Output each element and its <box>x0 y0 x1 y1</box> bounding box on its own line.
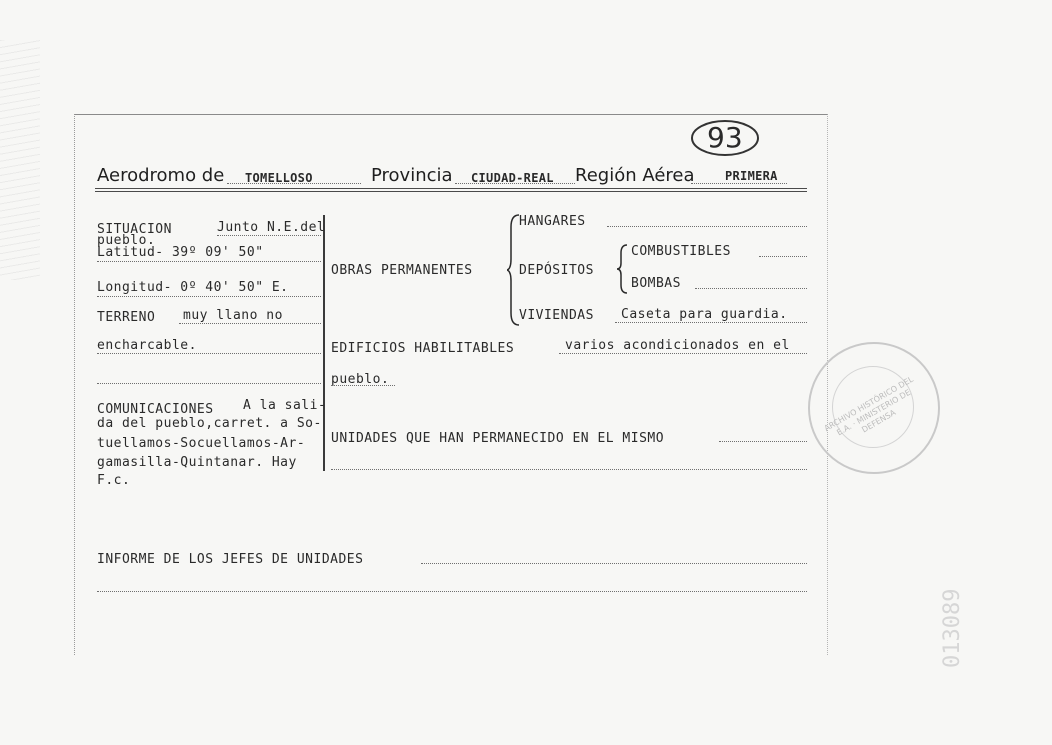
scan-margin-noise <box>0 40 40 280</box>
header-double-rule-top <box>95 188 807 189</box>
unidades-dotted-line-2 <box>331 469 807 470</box>
depositos-brace-icon <box>617 243 629 295</box>
edificios-value-line2: pueblo. <box>331 372 390 387</box>
hangares-dotted-line <box>607 226 807 227</box>
card-number-circle <box>689 117 761 157</box>
region-value: PRIMERA <box>725 169 778 183</box>
provincia-value: CIUDAD-REAL <box>471 171 554 185</box>
combustibles-label: COMBUSTIBLES <box>631 244 731 259</box>
situacion-label: SITUACION <box>97 222 172 237</box>
comunicaciones-label: COMUNICACIONES <box>97 402 214 417</box>
comunicaciones-line-5: F.c. <box>97 473 131 488</box>
edificios-label: EDIFICIOS HABILITABLES <box>331 341 515 356</box>
viviendas-value: Caseta para guardia. <box>621 307 788 322</box>
longitud-dotted-line <box>97 296 321 297</box>
provincia-label: Provincia <box>371 165 453 186</box>
edificios-dotted-line-2 <box>331 385 395 386</box>
informe-label: INFORME DE LOS JEFES DE UNIDADES <box>97 552 364 567</box>
situacion-value-line2: pueblo. <box>97 233 156 248</box>
bombas-dotted-line <box>695 288 807 289</box>
terreno-label: TERRENO <box>97 310 156 325</box>
terreno-dotted-line-2 <box>97 353 321 354</box>
aerodrome-record-card <box>74 114 828 655</box>
terreno-dotted-line <box>179 323 321 324</box>
depositos-label: DEPÓSITOS <box>519 263 594 278</box>
informe-dotted-line-2 <box>97 591 807 592</box>
viviendas-dotted-line <box>615 322 807 323</box>
comunicaciones-line-2: da del pueblo,carret. a So- <box>97 416 322 431</box>
comunicaciones-line-4: gamasilla-Quintanar. Hay <box>97 455 297 470</box>
aerodromo-label: Aerodromo de <box>97 165 225 186</box>
hangares-label: HANGARES <box>519 214 586 229</box>
informe-dotted-line <box>421 563 807 564</box>
combustibles-dotted-line <box>759 256 807 257</box>
terreno-value-line2: encharcable. <box>97 338 197 353</box>
blank-dotted-line <box>97 383 321 384</box>
latitud-text: Latitud- 39º 09' 50" <box>97 245 264 260</box>
header-double-rule-bottom <box>95 191 807 192</box>
column-divider <box>323 215 325 471</box>
bombas-label: BOMBAS <box>631 276 681 291</box>
archive-stamp-text: ARCHIVO HISTÓRICO DEL E.A. · MINISTERIO DE DEFENSA <box>822 374 915 438</box>
latitud-dotted-line <box>97 261 321 262</box>
situacion-dotted-line <box>217 235 321 236</box>
unidades-label: UNIDADES QUE HAN PERMANECIDO EN EL MISMO <box>331 431 665 446</box>
archive-stamp <box>808 342 940 474</box>
archive-margin-number: 013089 <box>940 588 965 668</box>
viviendas-label: VIVIENDAS <box>519 308 594 323</box>
situacion-value-line1: Junto N.E.del <box>217 220 326 235</box>
longitud-text: Longitud- 0º 40' 50" E. <box>97 280 289 295</box>
aerodromo-value: TOMELLOSO <box>245 171 313 185</box>
terreno-value-line1: muy llano no <box>183 308 283 323</box>
comunicaciones-line-1: A la sali- <box>243 398 327 413</box>
region-dotted-line <box>691 183 787 184</box>
comunicaciones-line-3: tuellamos-Socuellamos-Ar- <box>97 436 306 451</box>
region-label: Región Aérea <box>575 165 695 186</box>
edificios-dotted-line <box>559 353 807 354</box>
obras-permanentes-label: OBRAS PERMANENTES <box>331 263 473 278</box>
card-number: 93 <box>707 121 743 154</box>
unidades-dotted-line <box>719 441 807 442</box>
edificios-value-line1: varios acondicionados en el <box>565 338 790 353</box>
